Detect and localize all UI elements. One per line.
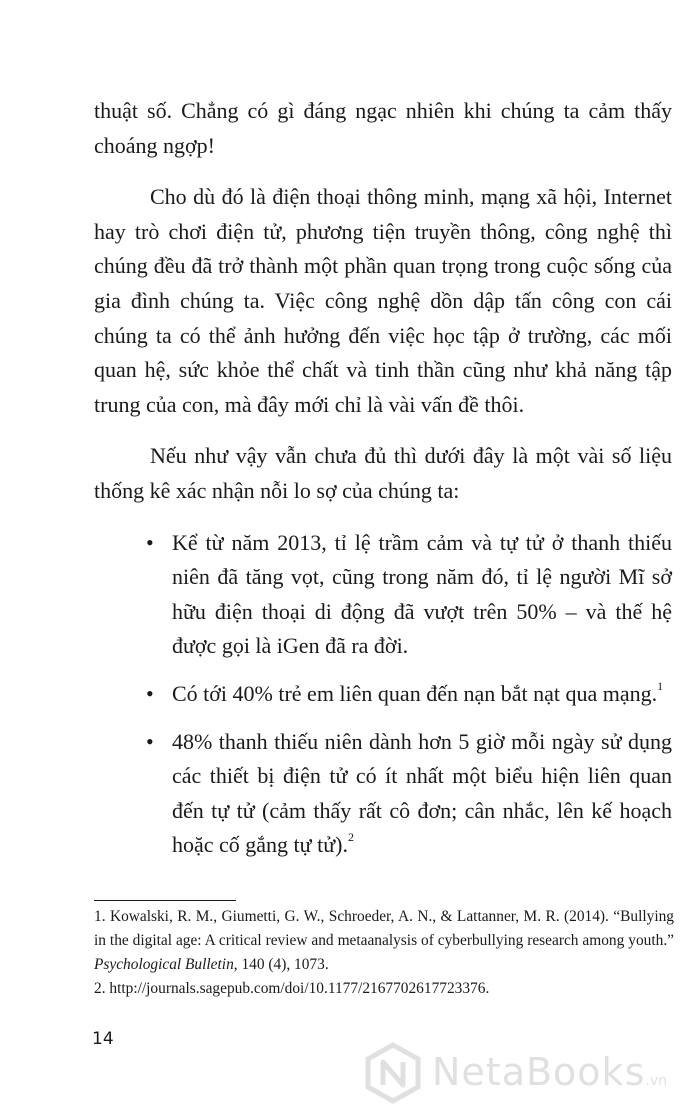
watermark bbox=[362, 1042, 692, 1106]
list-item bbox=[94, 725, 672, 863]
footnote-1-citation: 1. Kowalski, R. M., Giumetti, G. W., Schroeder, A. N., & Lattanner, M. R. (2014). “Bullying in the digital age: A critical review and metaanalysis of cyberbullying research among youth.” bbox=[94, 908, 674, 949]
watermark-brand: NetaBooks bbox=[432, 1050, 646, 1094]
list-item bbox=[94, 526, 672, 664]
paragraph-continuation: thuật số. Chẳng có gì đáng ngạc nhiên khi chúng ta cảm thấy choáng ngợp! bbox=[94, 98, 672, 158]
bullet-marker: • bbox=[146, 680, 154, 706]
bullet-marker: • bbox=[146, 728, 154, 754]
list-item-text: Kể từ năm 2013, tỉ lệ trầm cảm và tự tử ở thanh thiếu niên đã tăng vọt, cũng trong năm đó, tỉ lệ người Mĩ sở hữu điện thoại di động đã vượt trên 50% – và thế hệ được gọi là iGen đã ra đời. bbox=[172, 529, 672, 659]
footnote-divider bbox=[94, 900, 236, 901]
bullet-marker: • bbox=[146, 529, 154, 555]
footnote-1-volume: , 140 (4), 1073. bbox=[233, 956, 329, 973]
footnotes bbox=[94, 905, 674, 1001]
page-number: 14 bbox=[92, 1029, 114, 1049]
footnote-ref-1[interactable]: 1 bbox=[657, 678, 664, 693]
list-item-text: Có tới 40% trẻ em liên quan đến nạn bắt nạt qua mạng. bbox=[172, 680, 658, 706]
footnote-1 bbox=[94, 905, 674, 977]
list-item-text: 48% thanh thiếu niên dành hơn 5 giờ mỗi ngày sử dụng các thiết bị điện tử có ít nhất một biểu hiện liên quan đến tự tử (cảm thấy rất cô đơn; cân nhắc, lên kế hoạch hoặc cố gắng tự tử). bbox=[172, 728, 672, 858]
list-item bbox=[94, 677, 672, 712]
page-body bbox=[94, 94, 672, 876]
watermark-suffix: .vn bbox=[645, 1073, 667, 1089]
footnote-2[interactable]: 2. http://journals.sagepub.com/doi/10.1177/2167702617723376. bbox=[94, 980, 490, 997]
statistics-list bbox=[94, 526, 672, 863]
paragraph-technology: Cho dù đó là điện thoại thông minh, mạng xã hội, Internet hay trò chơi điện tử, phương tiện truyền thông, công nghệ thì chúng đều đã trở thành một phần quan trọng trong cuộc sống của gia đình chúng ta. Việc công nghệ dồn dập tấn công con cái chúng ta có thể ảnh hưởng đến việc học tập ở trường, các mối quan hệ, sức khỏe thể chất và tinh thần cũng như khả năng tập trung của con, mà đây mới chỉ là vài vấn đề thôi. bbox=[94, 184, 672, 417]
paragraph-statistics-intro: Nếu như vậy vẫn chưa đủ thì dưới đây là một vài số liệu thống kê xác nhận nỗi lo sợ của chúng ta: bbox=[94, 443, 672, 503]
footnote-1-journal: Psychological Bulletin bbox=[94, 956, 234, 973]
footnote-ref-2[interactable]: 2 bbox=[347, 830, 354, 845]
netabooks-logo-icon bbox=[362, 1042, 424, 1104]
watermark-text bbox=[432, 1050, 667, 1094]
